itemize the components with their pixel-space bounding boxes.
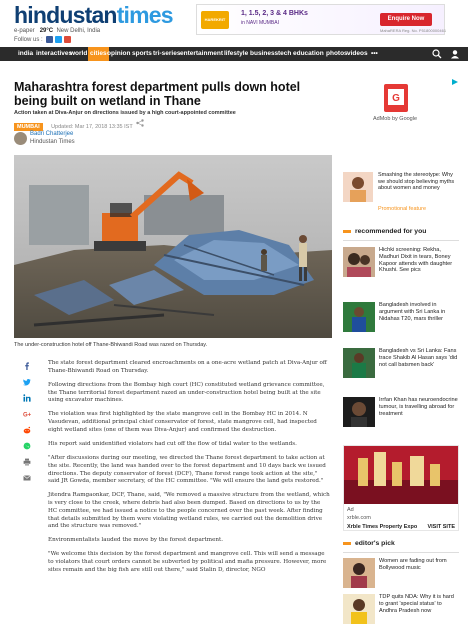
- editors-pick-item[interactable]: [343, 594, 459, 630]
- google-ad-logo: [381, 84, 411, 112]
- google-plus-share-icon[interactable]: [23, 410, 31, 418]
- svg-text:G+: G+: [23, 412, 31, 418]
- recommended-item[interactable]: [343, 247, 459, 283]
- author-publication: Hindustan Times: [30, 139, 75, 145]
- updated-time: Updated: Mar 17, 2018 13:35 IST: [51, 123, 133, 130]
- editors-pick-title: Women are fading out from Bollywood music: [379, 558, 447, 571]
- email-share-icon[interactable]: [23, 474, 31, 482]
- article-paragraph: Environmentalists lauded the move by the forest department.: [48, 537, 224, 544]
- nav-item-sports[interactable]: sports: [132, 50, 152, 57]
- article-paragraph: Following directions from the Bombay high court (HC) constituted wetland grievance committee, the Thane territorial forest department razed an under-construction hotel being built at the site using excavator machines.: [48, 381, 325, 404]
- svg-text:G: G: [392, 93, 400, 104]
- recommended-title: Hichki screening: Rekha, Madhuri Dixit in tears, Boney Kapoor attends with daughter Khushi. See pics: [379, 247, 453, 274]
- editors-pick-heading: editor's pick: [343, 540, 459, 550]
- nav-item-tech[interactable]: tech: [278, 50, 292, 57]
- recommended-title: Irrfan Khan has neuroendocrine tumour, is travelling abroad for treatment: [379, 397, 458, 417]
- nav-item-lifestyle[interactable]: lifestyle: [224, 50, 249, 57]
- nav-item-photos[interactable]: photos: [326, 50, 348, 57]
- whatsapp-share-icon[interactable]: [23, 442, 31, 450]
- nav-item-business[interactable]: business: [250, 50, 279, 57]
- nav-more-menu[interactable]: •••: [371, 50, 378, 57]
- epaper-link[interactable]: e-paper: [14, 28, 35, 34]
- follow-label: Follow us :: [14, 37, 43, 44]
- ad-domain: xrble.com: [347, 515, 371, 521]
- linkedin-share-icon[interactable]: [23, 394, 31, 402]
- nav-item-interactives[interactable]: interactives: [36, 50, 73, 57]
- admob-label: AdMob by Google: [373, 116, 418, 122]
- nav-item-opinion[interactable]: opinion: [107, 50, 131, 57]
- author-name[interactable]: Badri Chatterjee: [30, 131, 74, 137]
- promotional-card[interactable]: [343, 172, 459, 214]
- editors-pick-title: TDP quits NDA: Why it is hard to grant 'special status' to Andhra Pradesh now: [379, 594, 454, 614]
- ad-banner-image: [344, 446, 458, 504]
- recommended-item[interactable]: [343, 302, 459, 338]
- main-nav: [0, 47, 468, 61]
- recommended-item[interactable]: [343, 348, 459, 384]
- ad-label: Ad: [347, 507, 354, 513]
- facebook-share-icon[interactable]: [23, 362, 31, 370]
- article-body: [48, 360, 330, 581]
- property-expo-ad[interactable]: [343, 445, 459, 531]
- article-subhead: Action taken at Diva-Anjur on directions issued by a high court-appointed committee: [14, 110, 236, 116]
- section-tag[interactable]: MUMBAI: [14, 123, 43, 131]
- search-icon[interactable]: [432, 49, 442, 59]
- article-meta-row: [14, 118, 133, 128]
- recommended-item[interactable]: [343, 397, 459, 433]
- promo-label: Promotional feature: [378, 206, 426, 212]
- nav-item-cities[interactable]: cities: [88, 47, 109, 61]
- ad-brand-logo: HAREKRIT HEIGHTS: [201, 11, 229, 29]
- recommended-heading: recommended for you: [343, 228, 459, 238]
- nav-item-tri-series[interactable]: tri-series: [153, 50, 181, 57]
- article-headline: Maharashtra forest department pulls down hotel being built on wetland in Thane: [14, 80, 301, 108]
- user-icon[interactable]: [450, 49, 460, 59]
- recommended-thumbnail: [343, 247, 375, 277]
- article-paragraph: The violation was first highlighted by the state mangrove cell in the Bombay HC in 2014. N Vasudevan, additional principal chief conservator of forest, state mangrove cell, had inspected eight wetland sites (one of them was Diva-Anjur) and confirmed the destruction.: [48, 411, 317, 433]
- reddit-share-icon[interactable]: [23, 426, 31, 434]
- article-paragraph: Jitendra Ramgaonkar, DCF, Thane, said, "We removed a massive structure from the wetland, which is very close to the creek, where debris had also been dumped. Based on directions to us by the HC committee, we had issued a notice to the people concerned over the past week. After finding that details submitted by them were violating wetland rules, we carried out the demolition drive and the structure was removed.": [48, 492, 330, 530]
- share-rail: [23, 362, 33, 490]
- visit-site-button[interactable]: VISIT SITE: [427, 524, 455, 530]
- nav-item-india[interactable]: india: [18, 50, 34, 57]
- enquire-now-button[interactable]: Enquire Now: [380, 13, 432, 26]
- article-paragraph: "After discussions during our meeting, we directed the Thane forest department to take action at the site. Recently, the land was handed over to the forest department and 10 days back we issued directions. The deputy conservator of forest (DCF), Thane forest range took action at the site," said JR Gowda, member secretary, of the HC committee. "We will ensure the land gets restored.": [48, 454, 326, 485]
- nav-item-world[interactable]: world: [70, 50, 88, 57]
- nav-item-entertainment[interactable]: entertainment: [180, 50, 223, 57]
- recommended-thumbnail: [343, 397, 375, 427]
- sidebar-ad[interactable]: [343, 78, 459, 128]
- nav-item-videos[interactable]: videos: [347, 50, 368, 57]
- recommended-title: Bangladesh vs Sri Lanka: Fans trace Shakib Al Hasan says 'did not call batsmen back': [379, 348, 458, 368]
- editors-pick-item[interactable]: [343, 558, 459, 594]
- print-icon[interactable]: [23, 458, 31, 466]
- header-meta: [14, 27, 100, 35]
- promo-thumbnail: [343, 172, 373, 202]
- article-paragraph: His report said unidentified violators had cut off the flow of tidal water to the wetlands.: [48, 440, 297, 447]
- article-paragraph: The state forest department cleared encroachments on a one-acre wetland patch at Diva-Anjur off Thane-Bhiwandi Road on Thursday.: [48, 360, 327, 374]
- share-icon[interactable]: [136, 119, 144, 127]
- site-header: [0, 0, 468, 46]
- facebook-icon[interactable]: [46, 36, 53, 43]
- twitter-share-icon[interactable]: [23, 378, 31, 386]
- recommended-thumbnail: [343, 302, 375, 332]
- photo-caption: The under-construction hotel off Thane-Bhiwandi Road was razed on Thursday.: [14, 342, 208, 348]
- ad-headline: 1, 1.5, 2, 3 & 4 BHKs: [241, 10, 308, 17]
- ad-registration: MahaRERA Reg. No. P51800000461: [380, 28, 447, 33]
- follow-row: [14, 36, 71, 44]
- editors-pick-thumbnail: [343, 558, 375, 588]
- temperature: 29°C: [39, 28, 54, 34]
- ad-location: in NAVI MUMBAI: [241, 20, 279, 26]
- top-banner-ad[interactable]: [196, 4, 447, 40]
- google-plus-icon[interactable]: [64, 36, 71, 43]
- promo-title: Smashing the stereotype: Why we should stop believing myths about women and money: [378, 172, 455, 192]
- site-logo[interactable]: hindustantimes: [14, 2, 173, 28]
- editors-pick-thumbnail: [343, 594, 375, 624]
- article-paragraph: "We welcome this decision by the forest department and mangrove cell. This will send a message to violators that court orders cannot be subverted by political and mafia pressure. However, more sites remain and the big fish are still out there," said Stalin D, director, NGO: [48, 551, 327, 574]
- city-name[interactable]: New Delhi, India: [56, 28, 101, 34]
- author-avatar: [14, 132, 27, 145]
- recommended-title: Bangladesh involved in argument with Sri Lanka in Nidahas T20, mars thriller: [379, 302, 446, 322]
- adchoices-icon[interactable]: [451, 78, 459, 86]
- ad-title: Xrble Times Property Expo: [347, 524, 418, 530]
- twitter-icon[interactable]: [55, 36, 62, 43]
- hero-photo: [14, 155, 332, 338]
- recommended-thumbnail: [343, 348, 375, 378]
- nav-item-education[interactable]: education: [293, 50, 324, 57]
